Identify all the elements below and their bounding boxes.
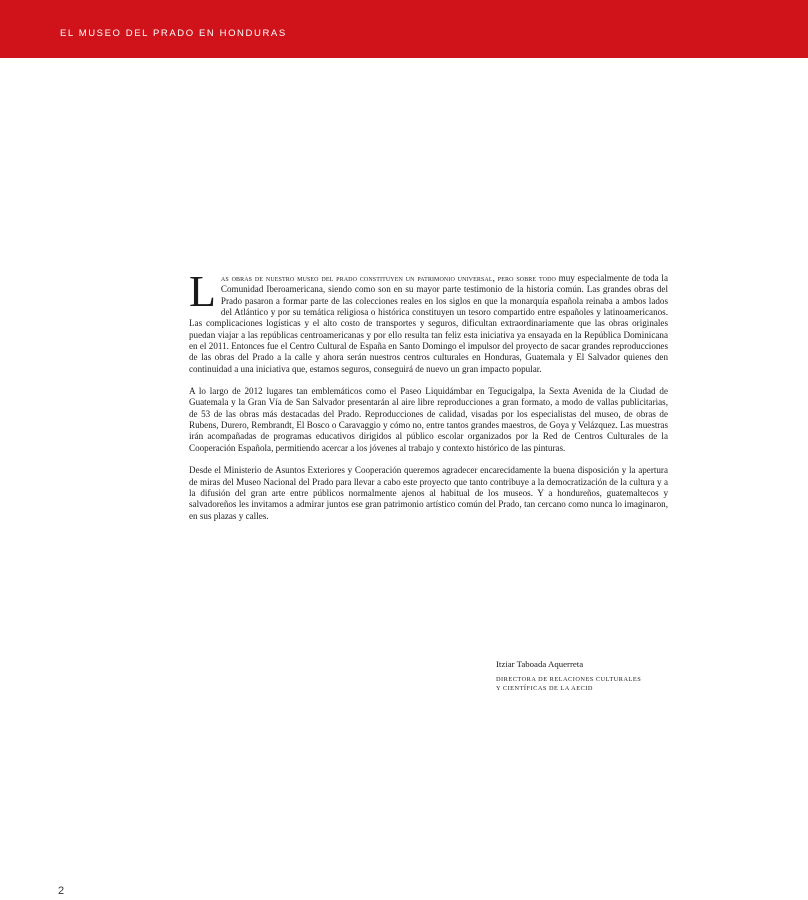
drop-cap: L: [189, 267, 216, 316]
paragraph-3: Desde el Ministerio de Asuntos Exteriores y Cooperación queremos agradecer encarecidamente la buena disposición y la apertura de miras del Museo Nacional del Prado para llevar a cabo este proyecto que tanto contribuye a la democratización de la cultura y a la difusión del gran arte entre públicos normalmente ajenos al habitual de los museos. Y a hondureños, guatemaltecos y salvadoreños les invitamos a admirar juntos ese gran patrimonio artístico común del Prado, tan cercano como nunca lo imaginaron, en sus plazas y calles.: [189, 465, 668, 521]
page-number: 2: [58, 885, 65, 897]
signatory-name: Itziar Taboada Aquerreta: [496, 659, 584, 669]
header-band: [0, 0, 808, 58]
paragraph-1-text: muy especialmente de toda la Comunidad Iberoamericana, siendo como son en su mayor parte testimonio de la historia común. Las grandes obras del Prado pasaron a formar parte de las colecciones reales en los siglos en que la monarquía española reinaba a ambos lados del Atlántico y por su temática religiosa o histórica constituyen un tesoro compartido entre españoles y latinoamericanos. Las complicaciones logísticas y el alto costo de transportes y seguros, dificultan extraordinariamente que las obras originales puedan viajar a las repúblicas centroamericanas y por ello resulta tan feliz esta iniciativa ya ensayada en la República Dominicana en el 2011. Entonces fue el Centro Cultural de España en Santo Domingo el impulsor del proyecto de sacar grandes reproducciones de las obras del Prado a la calle y ahora serán nuestros centros culturales en Honduras, Guatemala y El Salvador quienes den continuidad a una iniciativa que, estamos seguros, conseguirá de nuevo un gran impacto popular.: [189, 273, 668, 374]
paragraph-2: A lo largo de 2012 lugares tan emblemáticos como el Paseo Liquidámbar en Tegucigalpa, la Sexta Avenida de la Ciudad de Guatemala y la Gran Vía de San Salvador presentarán al aire libre reproducciones a gran formato, a modo de vallas publicitarias, de 53 de las obras más destacadas del Prado. Reproducciones de calidad, visadas por los especialistas del museo, de obras de Rubens, Durero, Rembrandt, El Bosco o Caravaggio y cómo no, entre tantos grandes maestros, de Goya y Velázquez. Las muestras irán acompañadas de programas educativos dirigidos al público escolar organizados por la Red de Centros Culturales de la Cooperación Española, permitiendo acercar a los jóvenes al trabajo y contexto histórico de las pinturas.: [189, 386, 668, 453]
lead-small-caps: as obras de nuestro museo del prado constituyen un patrimonio universal, pero sobre todo: [220, 273, 556, 283]
paragraph-1: [189, 267, 668, 375]
signature-block: [496, 658, 696, 693]
signatory-title-line-1: DIRECTORA DE RELACIONES CULTURALES: [496, 676, 642, 683]
article-body: [189, 267, 668, 533]
running-head: EL MUSEO DEL PRADO EN HONDURAS: [60, 28, 287, 39]
signatory-title-line-2: Y CIENTÍFICAS DE LA AECID: [496, 684, 593, 692]
